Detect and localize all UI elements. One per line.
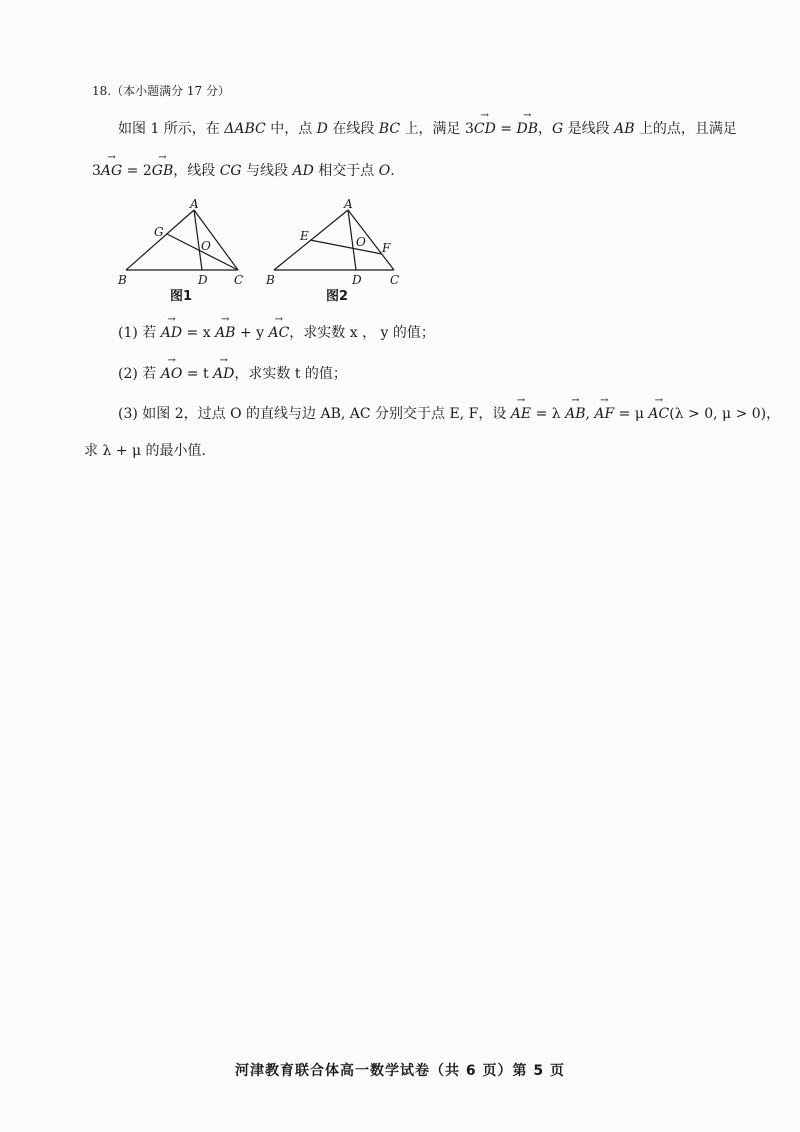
question-header: 18.（本小题满分 17 分） [92,84,230,98]
intro-text: 如图 1 所示，在 [118,121,225,137]
part-1-num: (1) 若 [118,325,161,341]
vector-ae: → AE [511,406,531,422]
fig1-label-g: G [154,225,164,239]
vector-ab: → AB [565,406,585,422]
part-1 [118,322,435,342]
intro-text: 在线段 [327,121,379,137]
intro-text: 与线段 [241,163,293,179]
fig2-label-d: D [352,273,362,287]
part-1-tail: ，求实数 x ， y 的值； [289,325,435,341]
fig2-label-o: O [356,235,366,249]
vector-ab: → AB [215,325,235,341]
vector-gb: → GB [152,163,173,179]
segment-label: AD [292,163,314,179]
figure-1-labels [117,197,243,287]
vector-ao: → AO [161,366,183,382]
vector-ac: → AC [648,406,669,422]
eq-sign: = μ [614,406,649,422]
vector-ag: → AG [101,163,122,179]
part-3-line-2: 求 λ + μ 的最小值. [84,443,206,459]
figure-2 [274,210,394,270]
figure-1 [126,210,238,270]
eq-coefficient: 3 [92,163,101,179]
eq-sign: = t [182,366,214,382]
part-2-tail: ，求实数 t 的值； [234,366,347,382]
fig2-label-c: C [390,273,400,287]
page-footer: 河津教育联合体高一数学试卷（共 6 页）第 5 页 [235,1063,565,1079]
fig1-label-d: D [198,273,208,287]
fig1-label-c: C [234,273,244,287]
figures-area [112,196,412,306]
fig1-label-b: B [118,273,127,287]
vector-ad: → AD [161,325,182,341]
intro-text: . [390,163,395,179]
intro-text: 上的点，且满足 [634,121,737,137]
fig2-label-b: B [266,273,275,287]
vector-db: → DB [516,121,538,137]
intro-text: 中，点 [265,121,317,137]
vector-ac: → AC [268,325,289,341]
eq-sign: = 2 [122,163,152,179]
intro-text: 上，满足 [400,121,465,137]
point-label: D [316,121,328,137]
part-2 [118,363,347,383]
eq-sign: = [495,121,517,137]
eq-sign: = λ [531,406,566,422]
part-2-num: (2) 若 [118,366,161,382]
eq-sign: = x [182,325,216,341]
condition: (λ > 0, μ > 0)， [669,406,781,422]
fig2-caption: 图2 [326,289,349,304]
segment-ef [310,240,382,254]
vector-cd: → CD [474,121,496,137]
fig2-label-f: F [382,241,391,255]
intro-text: 是线段 [563,121,615,137]
eq-coefficient: 3 [464,121,474,137]
vector-af: → AF [594,406,614,422]
intro-text: ，线段 [173,163,220,179]
fig2-label-e: E [300,229,309,243]
part-3-text: (3) 如图 2，过点 O 的直线与边 AB, AC 分别交于点 E, F，设 [118,406,511,422]
fig2-label-a: A [344,197,353,211]
segment-label: BC [378,121,401,137]
segment-label: CG [219,163,242,179]
plus-sign: + y [235,325,269,341]
point-label: O [378,163,391,179]
separator: , [585,406,595,422]
fig1-caption: 图1 [170,289,193,304]
fig1-label-a: A [190,197,199,211]
part-3 [118,403,780,423]
segment-label: AB [614,121,635,137]
fig1-label-o: O [201,239,211,253]
point-label: G [551,121,564,137]
side-ab [126,210,194,270]
intro-line-1 [118,118,737,138]
triangle-figures [112,196,412,306]
intro-text: ， [537,121,552,137]
triangle-symbol: ΔABC [224,121,266,137]
figure-2-labels [265,197,399,287]
intro-line-2 [92,160,395,180]
intro-text: 相交于点 [313,163,379,179]
vector-ad: → AD [213,366,234,382]
